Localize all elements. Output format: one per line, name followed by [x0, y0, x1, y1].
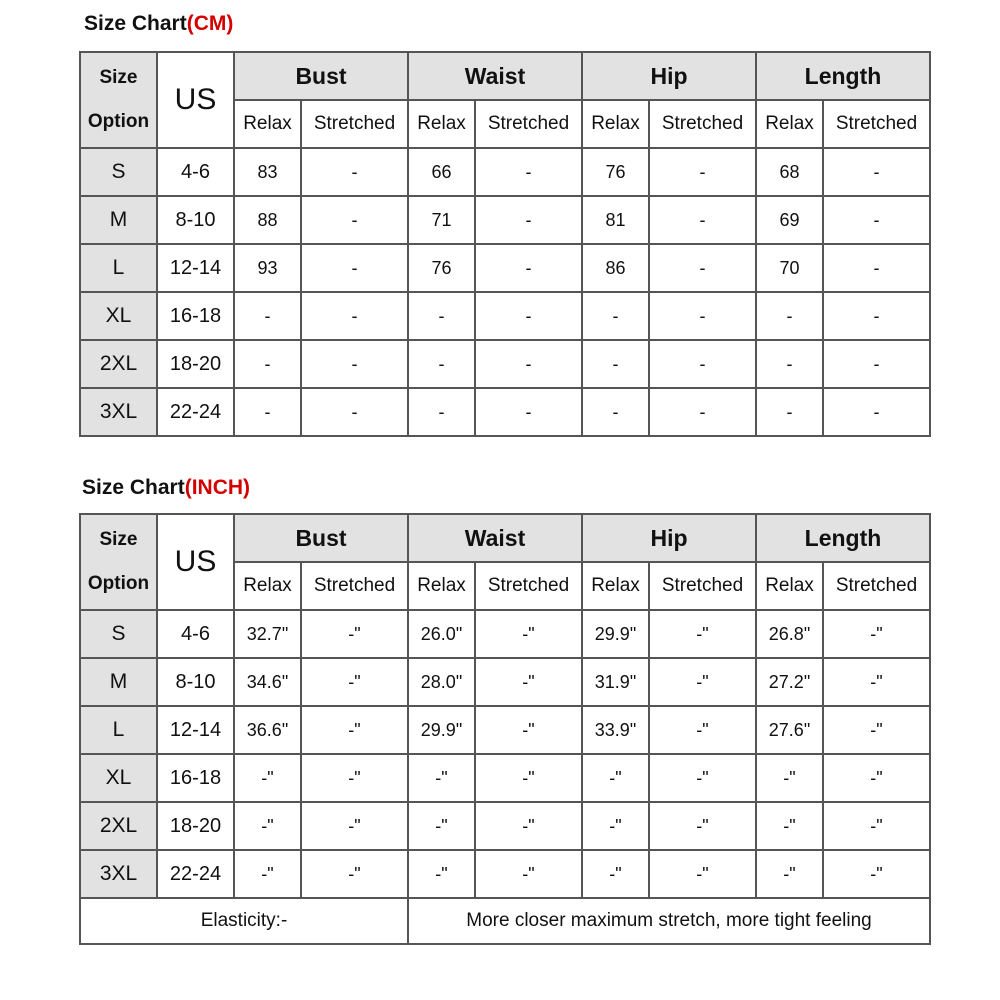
measurement-cell: 29.9" [408, 706, 475, 754]
size-option-header: Size Option [80, 52, 157, 148]
sub-header-relax: Relax [756, 100, 823, 148]
elasticity-label: Elasticity:- [80, 898, 408, 944]
us-size-cell: 18-20 [157, 340, 234, 388]
table-row [80, 610, 930, 658]
measurement-cell: - [408, 340, 475, 388]
chart-title [84, 12, 233, 36]
sub-header-stretched: Stretched [475, 562, 582, 610]
measurement-cell: - [582, 388, 649, 436]
group-header-hip: Hip [582, 514, 756, 562]
measurement-cell: - [234, 340, 301, 388]
sub-header-stretched: Stretched [823, 100, 930, 148]
sub-header-relax: Relax [234, 100, 301, 148]
size-table [79, 51, 931, 437]
measurement-cell: -" [301, 754, 408, 802]
table-row [80, 148, 930, 196]
measurement-cell: -" [756, 754, 823, 802]
measurement-cell: 29.9" [582, 610, 649, 658]
size-cell: M [80, 658, 157, 706]
measurement-cell: 34.6" [234, 658, 301, 706]
size-cell: S [80, 610, 157, 658]
measurement-cell: 66 [408, 148, 475, 196]
group-header-length: Length [756, 514, 930, 562]
measurement-cell: - [301, 292, 408, 340]
sub-header-relax: Relax [234, 562, 301, 610]
measurement-cell: - [475, 388, 582, 436]
us-header: US [157, 52, 234, 148]
measurement-cell: - [301, 340, 408, 388]
group-header-length: Length [756, 52, 930, 100]
measurement-cell: -" [823, 850, 930, 898]
measurement-cell: - [301, 388, 408, 436]
measurement-cell: 86 [582, 244, 649, 292]
measurement-cell: 69 [756, 196, 823, 244]
measurement-cell: - [582, 292, 649, 340]
measurement-cell: 76 [582, 148, 649, 196]
measurement-cell: 31.9" [582, 658, 649, 706]
measurement-cell: - [823, 340, 930, 388]
measurement-cell: -" [475, 658, 582, 706]
measurement-cell: - [408, 292, 475, 340]
size-cell: 2XL [80, 802, 157, 850]
sub-header-stretched: Stretched [649, 562, 756, 610]
measurement-cell: 36.6" [234, 706, 301, 754]
sub-header-relax: Relax [756, 562, 823, 610]
table-row [80, 244, 930, 292]
measurement-cell: - [582, 340, 649, 388]
measurement-cell: -" [756, 802, 823, 850]
table-row [80, 754, 930, 802]
measurement-cell: - [756, 292, 823, 340]
chart-title-prefix: Size Chart [82, 476, 185, 499]
size-cell: L [80, 244, 157, 292]
measurement-cell: -" [823, 706, 930, 754]
measurement-cell: -" [408, 850, 475, 898]
sub-header-relax: Relax [582, 562, 649, 610]
measurement-cell: - [408, 388, 475, 436]
table-row [80, 292, 930, 340]
size-cell: 3XL [80, 850, 157, 898]
measurement-cell: - [649, 148, 756, 196]
group-header-waist: Waist [408, 514, 582, 562]
measurement-cell: -" [475, 706, 582, 754]
us-size-cell: 12-14 [157, 706, 234, 754]
sub-header-relax: Relax [408, 562, 475, 610]
measurement-cell: -" [582, 850, 649, 898]
sub-header-stretched: Stretched [301, 562, 408, 610]
measurement-cell: -" [649, 658, 756, 706]
measurement-cell: - [301, 244, 408, 292]
size-cell: L [80, 706, 157, 754]
measurement-cell: - [756, 388, 823, 436]
us-size-cell: 18-20 [157, 802, 234, 850]
chart-title [82, 476, 250, 500]
measurement-cell: - [823, 244, 930, 292]
sub-header-relax: Relax [408, 100, 475, 148]
measurement-cell: -" [582, 802, 649, 850]
size-option-header: Size Option [80, 514, 157, 610]
measurement-cell: -" [823, 754, 930, 802]
measurement-cell: -" [823, 802, 930, 850]
measurement-cell: -" [301, 610, 408, 658]
sub-header-stretched: Stretched [301, 100, 408, 148]
measurement-cell: -" [649, 706, 756, 754]
measurement-cell: -" [234, 754, 301, 802]
measurement-cell: -" [475, 610, 582, 658]
measurement-cell: - [475, 244, 582, 292]
measurement-cell: 32.7" [234, 610, 301, 658]
measurement-cell: -" [234, 850, 301, 898]
table-row [80, 658, 930, 706]
measurement-cell: -" [475, 850, 582, 898]
measurement-cell: - [475, 340, 582, 388]
us-size-cell: 16-18 [157, 292, 234, 340]
measurement-cell: 71 [408, 196, 475, 244]
measurement-cell: - [301, 196, 408, 244]
measurement-cell: -" [649, 754, 756, 802]
group-header-waist: Waist [408, 52, 582, 100]
measurement-cell: - [649, 196, 756, 244]
measurement-cell: -" [301, 802, 408, 850]
size-cell: XL [80, 292, 157, 340]
measurement-cell: - [475, 292, 582, 340]
table-row [80, 802, 930, 850]
us-size-cell: 4-6 [157, 148, 234, 196]
us-size-cell: 22-24 [157, 850, 234, 898]
measurement-cell: 26.0" [408, 610, 475, 658]
measurement-cell: -" [408, 754, 475, 802]
measurement-cell: - [649, 340, 756, 388]
table-row [80, 196, 930, 244]
measurement-cell: -" [301, 706, 408, 754]
measurement-cell: -" [475, 802, 582, 850]
measurement-cell: 70 [756, 244, 823, 292]
sub-header-stretched: Stretched [823, 562, 930, 610]
measurement-cell: 68 [756, 148, 823, 196]
elasticity-value: More closer maximum stretch, more tight feeling [408, 898, 930, 944]
measurement-cell: - [823, 148, 930, 196]
size-cell: 2XL [80, 340, 157, 388]
us-size-cell: 8-10 [157, 196, 234, 244]
us-size-cell: 8-10 [157, 658, 234, 706]
table-row [80, 388, 930, 436]
size-table [79, 513, 931, 945]
measurement-cell: -" [408, 802, 475, 850]
measurement-cell: -" [475, 754, 582, 802]
sub-header-relax: Relax [582, 100, 649, 148]
measurement-cell: -" [234, 802, 301, 850]
us-size-cell: 4-6 [157, 610, 234, 658]
us-size-cell: 12-14 [157, 244, 234, 292]
measurement-cell: 76 [408, 244, 475, 292]
measurement-cell: -" [301, 850, 408, 898]
measurement-cell: - [756, 340, 823, 388]
measurement-cell: - [823, 292, 930, 340]
measurement-cell: -" [649, 802, 756, 850]
measurement-cell: -" [649, 850, 756, 898]
measurement-cell: 27.6" [756, 706, 823, 754]
group-header-hip: Hip [582, 52, 756, 100]
measurement-cell: 27.2" [756, 658, 823, 706]
group-header-bust: Bust [234, 514, 408, 562]
group-header-bust: Bust [234, 52, 408, 100]
measurement-cell: - [649, 244, 756, 292]
us-size-cell: 22-24 [157, 388, 234, 436]
measurement-cell: -" [582, 754, 649, 802]
measurement-cell: -" [756, 850, 823, 898]
measurement-cell: - [475, 196, 582, 244]
measurement-cell: - [823, 196, 930, 244]
size-cell: M [80, 196, 157, 244]
table-row [80, 850, 930, 898]
elasticity-row [80, 898, 930, 944]
table-row [80, 340, 930, 388]
table-row [80, 706, 930, 754]
measurement-cell: -" [649, 610, 756, 658]
measurement-cell: - [649, 292, 756, 340]
measurement-cell: - [649, 388, 756, 436]
measurement-cell: 88 [234, 196, 301, 244]
measurement-cell: 83 [234, 148, 301, 196]
sub-header-stretched: Stretched [649, 100, 756, 148]
measurement-cell: -" [301, 658, 408, 706]
chart-title-unit: (CM) [186, 12, 234, 35]
measurement-cell: -" [823, 610, 930, 658]
measurement-cell: - [475, 148, 582, 196]
measurement-cell: - [234, 292, 301, 340]
size-cell: 3XL [80, 388, 157, 436]
measurement-cell: 28.0" [408, 658, 475, 706]
measurement-cell: - [301, 148, 408, 196]
us-size-cell: 16-18 [157, 754, 234, 802]
measurement-cell: 26.8" [756, 610, 823, 658]
measurement-cell: 93 [234, 244, 301, 292]
sub-header-stretched: Stretched [475, 100, 582, 148]
measurement-cell: 33.9" [582, 706, 649, 754]
us-header: US [157, 514, 234, 610]
measurement-cell: 81 [582, 196, 649, 244]
size-cell: XL [80, 754, 157, 802]
chart-title-prefix: Size Chart [84, 12, 187, 35]
measurement-cell: -" [823, 658, 930, 706]
chart-title-unit: (INCH) [184, 476, 251, 499]
measurement-cell: - [234, 388, 301, 436]
size-cell: S [80, 148, 157, 196]
measurement-cell: - [823, 388, 930, 436]
